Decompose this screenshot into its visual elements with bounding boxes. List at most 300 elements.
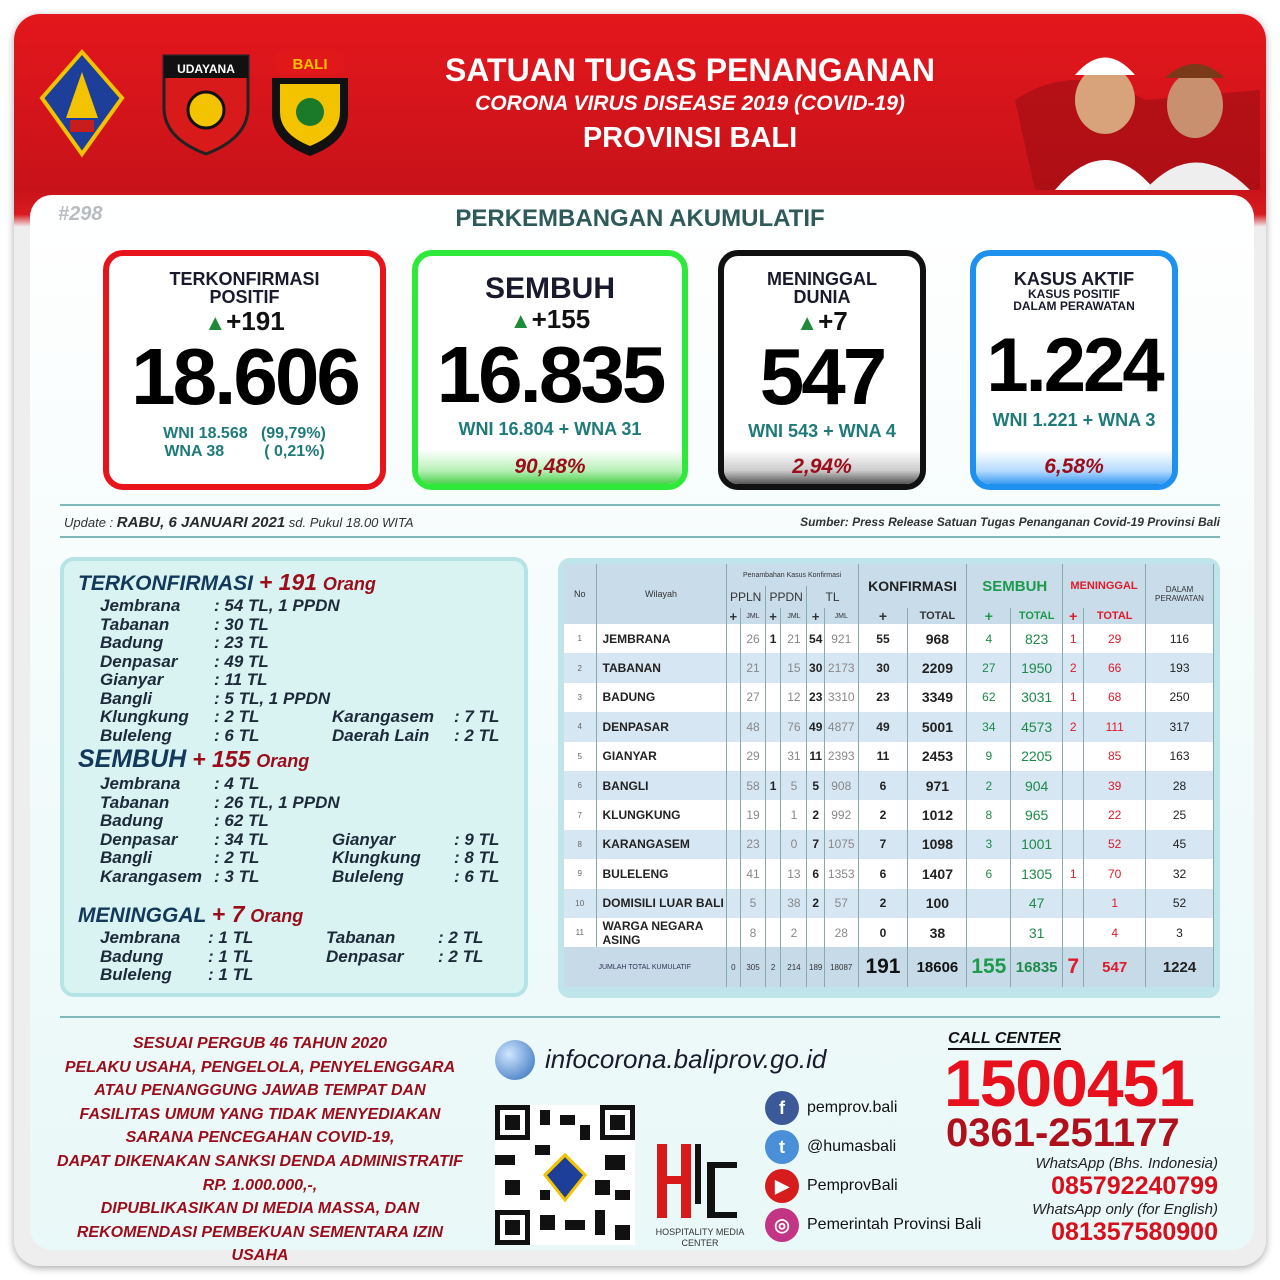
call-center-label: CALL CENTER: [948, 1030, 1061, 1050]
table-cell: 1: [1063, 859, 1084, 888]
table-cell: 39: [1084, 771, 1146, 800]
table-cell: 7: [807, 830, 824, 859]
table-cell: 47: [1011, 889, 1063, 918]
card-value: 547: [759, 332, 885, 421]
warning-line: DAPAT DIKENAKAN SANKSI DENDA ADMINISTRATIF: [57, 1152, 463, 1170]
region-value: : 5 TL, 1 PPDN: [214, 689, 330, 709]
bali-province-logo: [38, 48, 126, 158]
total-cell: 305: [741, 947, 766, 987]
table-cell: 2: [1063, 712, 1084, 741]
whatsapp-english-label: WhatsApp only (for English): [1032, 1201, 1218, 1218]
region-name: Jembrana: [100, 774, 181, 793]
table-row: [564, 624, 1214, 653]
col-ppdn-plus: +: [765, 608, 781, 624]
col-ppln-plus: +: [726, 608, 741, 624]
warning-line: FASILITAS UMUM YANG TIDAK MENYEDIAKAN: [79, 1105, 441, 1123]
table-cell: 70: [1084, 859, 1146, 888]
region-name: Buleleng: [100, 965, 172, 984]
card-title2: POSITIF: [209, 287, 280, 307]
region-name: KLUNGKUNG: [596, 800, 726, 829]
warning-line: RP. 1.000.000,-,: [202, 1176, 318, 1194]
social-label: pemprov.bali: [807, 1099, 898, 1116]
table-cell: 1: [1063, 683, 1084, 712]
card-value: 18.606: [131, 332, 358, 421]
update-label: Update :: [64, 515, 114, 530]
section-unit: Orang: [250, 906, 304, 926]
table-cell: 6: [967, 859, 1011, 888]
table-cell: 4573: [1011, 712, 1063, 741]
table-cell: 111: [1084, 712, 1146, 741]
card-title: TERKONFIRMASI: [169, 269, 320, 289]
section-terkonfirmasi: [78, 569, 518, 744]
total-cell: 0: [726, 947, 741, 987]
region-name: Karangasem: [100, 866, 203, 886]
card-subtitle: KASUS POSITIF: [1027, 287, 1120, 301]
region-value: : 23 TL: [214, 633, 269, 653]
table-cell: [1063, 889, 1084, 918]
table-cell: 27: [967, 653, 1011, 682]
total-cell: 7: [1063, 947, 1084, 987]
bali-text: BALI: [292, 56, 328, 73]
header-title: SATUAN TUGAS PENANGANAN: [444, 52, 936, 88]
up-arrow-icon: ▲: [204, 310, 227, 335]
table-cell: 3: [1146, 918, 1214, 947]
table-row: [564, 683, 1214, 712]
table-cell: [1063, 771, 1084, 800]
table-cell: 2: [564, 653, 596, 682]
social-label: PemprovBali: [807, 1177, 898, 1194]
col-konfirmasi-plus: +: [858, 608, 908, 624]
region-value: : 6 TL: [214, 726, 259, 746]
call-center-number[interactable]: 1500451: [944, 1046, 1194, 1120]
table-cell: 85: [1084, 742, 1146, 771]
region-name: Bangli: [100, 688, 152, 708]
region-name: Gianyar: [332, 829, 396, 849]
section-count: + 191: [258, 569, 318, 595]
region-name: Karangasem: [332, 707, 435, 726]
globe-icon: [495, 1040, 535, 1080]
table-cell: 921: [824, 624, 858, 653]
col-tl-plus: +: [807, 608, 824, 624]
table-cell: 3349: [908, 683, 967, 712]
region-value: : 30 TL: [214, 615, 269, 635]
table-cell: 1: [564, 624, 596, 653]
table-cell: [726, 830, 741, 859]
table-cell: [726, 889, 741, 918]
table-cell: [807, 918, 824, 947]
table-cell: 5: [807, 771, 824, 800]
table-cell: 15: [781, 653, 807, 682]
card-breakdown: WNI 1.221 + WNA 3: [992, 410, 1156, 430]
total-label: JUMLAH TOTAL KUMULATIF: [564, 947, 726, 987]
card-percent: 2,94%: [724, 450, 920, 484]
list-item: [78, 689, 518, 708]
region-name: DENPASAR: [596, 712, 726, 741]
divider: [60, 1016, 1220, 1018]
table-cell: 2: [781, 918, 807, 947]
district-table: [564, 564, 1214, 987]
table-cell: 52: [1084, 830, 1146, 859]
daily-breakdown-panel: [60, 557, 528, 997]
table-cell: 116: [1146, 624, 1214, 653]
region-value: : 1 TL: [208, 947, 253, 967]
region-name: Tabanan: [326, 928, 396, 947]
table-cell: 193: [1146, 653, 1214, 682]
social-label: Pemerintah Provinsi Bali: [807, 1216, 982, 1233]
section-sembuh: [78, 745, 518, 885]
total-row: [564, 947, 1214, 987]
region-value: : 9 TL: [454, 830, 499, 850]
table-cell: 31: [781, 742, 807, 771]
region-name: Jembrana: [100, 928, 181, 947]
list-item: [78, 670, 518, 689]
table-cell: 3031: [1011, 683, 1063, 712]
warning-line: PELAKU USAHA, PENGELOLA, PENYELENGGARA: [64, 1058, 456, 1076]
col-ppdn-jml: JML: [781, 608, 807, 624]
up-arrow-icon: ▲: [509, 308, 532, 333]
table-cell: [765, 830, 781, 859]
card-percent: 90,48%: [418, 450, 682, 484]
warning-line: ATAU PENANGGUNG JAWAB TEMPAT DAN: [94, 1082, 426, 1100]
list-item: [78, 596, 518, 615]
section-unit: Orang: [256, 751, 310, 771]
social-label: @humasbali: [807, 1138, 897, 1155]
whatsapp-indonesia-number[interactable]: 085792240799: [1051, 1172, 1218, 1200]
total-cell: 18606: [908, 947, 967, 987]
region-name: Buleleng: [332, 866, 404, 886]
table-cell: 2: [858, 800, 908, 829]
table-cell: 1: [781, 800, 807, 829]
region-name: Denpasar: [326, 946, 404, 966]
table-cell: 38: [781, 889, 807, 918]
delta-value: +155: [531, 304, 591, 334]
table-cell: 2: [807, 800, 824, 829]
table-cell: [765, 742, 781, 771]
region-value: : 1 TL: [208, 965, 253, 985]
card-value: 1.224: [986, 323, 1162, 408]
table-cell: 55: [858, 624, 908, 653]
table-cell: 1: [765, 771, 781, 800]
update-line: [64, 514, 414, 531]
warning-line: DIPUBLIKASIKAN DI MEDIA MASSA, DAN: [100, 1200, 420, 1218]
region-name: Badung: [100, 946, 164, 966]
region-name: BULELENG: [596, 859, 726, 888]
col-no: No: [564, 564, 596, 624]
table-cell: 34: [967, 712, 1011, 741]
table-cell: 1353: [824, 859, 858, 888]
col-meninggal: MENINGGAL: [1063, 564, 1146, 608]
facebook-icon: f: [765, 1091, 799, 1125]
table-cell: [967, 918, 1011, 947]
table-cell: [726, 653, 741, 682]
table-cell: 2: [858, 889, 908, 918]
table-cell: 76: [781, 712, 807, 741]
region-value: : 11 TL: [214, 670, 268, 690]
section-title: TERKONFIRMASI: [78, 572, 253, 595]
region-name: BANGLI: [596, 771, 726, 800]
card-percent: 6,58%: [976, 450, 1172, 484]
region-name: Denpasar: [100, 829, 178, 849]
table-cell: 58: [741, 771, 766, 800]
table-cell: 908: [824, 771, 858, 800]
twitter-icon: t: [765, 1130, 799, 1164]
table-cell: 100: [908, 889, 967, 918]
table-cell: 5001: [908, 712, 967, 741]
table-cell: 68: [1084, 683, 1146, 712]
region-name: GIANYAR: [596, 742, 726, 771]
table-cell: 45: [1146, 830, 1214, 859]
table-cell: 163: [1146, 742, 1214, 771]
col-sembuh-plus: +: [967, 608, 1011, 624]
table-cell: 23: [858, 683, 908, 712]
table-cell: 11: [858, 742, 908, 771]
table-cell: 66: [1084, 653, 1146, 682]
region-value: : 2 TL: [454, 726, 499, 746]
region-name: KARANGASEM: [596, 830, 726, 859]
list-item: [78, 811, 518, 830]
table-cell: 41: [741, 859, 766, 888]
table-cell: 1001: [1011, 830, 1063, 859]
table-cell: 2: [1063, 653, 1084, 682]
region-name: WARGA NEGARA ASING: [596, 918, 726, 947]
udayana-text: UDAYANA: [177, 62, 235, 76]
hmc-name: HOSPITALITY MEDIA CENTER: [655, 1227, 745, 1248]
table-row: [564, 889, 1214, 918]
region-value: : 54 TL, 1 PPDN: [214, 596, 340, 616]
region-value: : 62 TL: [214, 811, 269, 831]
table-cell: 2393: [824, 742, 858, 771]
card-title: KASUS AKTIF: [1013, 269, 1135, 289]
table-cell: 8: [564, 830, 596, 859]
total-cell: 2: [765, 947, 781, 987]
section-count: + 7: [211, 901, 245, 927]
table-cell: 62: [967, 683, 1011, 712]
card-breakdown: WNI 16.804 + WNA 31: [458, 419, 642, 439]
table-cell: 29: [1084, 624, 1146, 653]
section-title: SEMBUH: [78, 745, 187, 773]
table-cell: 26: [741, 624, 766, 653]
whatsapp-english-number[interactable]: 081357580900: [1051, 1218, 1218, 1246]
table-cell: [765, 712, 781, 741]
total-cell: 214: [781, 947, 807, 987]
table-cell: 57: [824, 889, 858, 918]
region-value: : 1 TL: [208, 928, 253, 948]
source-text: Sumber: Press Release Satuan Tugas Penanganan Covid-19 Provinsi Bali: [800, 515, 1220, 529]
card-breakdown-wni: WNI 18.568 (99,79%): [163, 425, 326, 442]
region-name: Klungkung: [100, 707, 189, 726]
region-name: Tabanan: [100, 792, 170, 812]
table-cell: [1063, 830, 1084, 859]
table-cell: [726, 859, 741, 888]
table-cell: 13: [781, 859, 807, 888]
table-cell: 11: [807, 742, 824, 771]
card-title: SEMBUH: [484, 272, 615, 305]
table-cell: 4: [1084, 918, 1146, 947]
table-cell: 6: [858, 859, 908, 888]
list-item: [78, 965, 518, 984]
region-name: Gianyar: [100, 670, 164, 689]
col-tl-jml: JML: [824, 608, 858, 624]
up-arrow-icon: ▲: [796, 310, 819, 335]
table-cell: 3: [564, 683, 596, 712]
table-cell: 9: [967, 742, 1011, 771]
table-cell: 823: [1011, 624, 1063, 653]
section-heading: [78, 745, 518, 774]
list-item: [78, 633, 518, 652]
table-cell: 971: [908, 771, 967, 800]
table-cell: 5: [741, 889, 766, 918]
table-row: [564, 800, 1214, 829]
region-name: Bangli: [100, 848, 152, 867]
region-name: BADUNG: [596, 683, 726, 712]
table-row: [564, 742, 1214, 771]
list-item: [78, 726, 518, 745]
header-subtitle: CORONA VIRUS DISEASE 2019 (COVID-19): [475, 92, 905, 115]
card-breakdown-wna: WNA 38 ( 0,21%): [164, 443, 325, 460]
table-cell: 6: [858, 771, 908, 800]
region-value: : 2 TL: [214, 848, 259, 868]
table-cell: 2: [967, 771, 1011, 800]
table-cell: 1: [765, 624, 781, 653]
table-cell: 38: [908, 918, 967, 947]
region-value: : 7 TL: [454, 707, 499, 727]
delta-value: +7: [818, 306, 848, 336]
table-row: [564, 859, 1214, 888]
warning-line: SARANA PENCEGAHAN COVID-19,: [125, 1129, 395, 1147]
table-cell: [765, 653, 781, 682]
table-cell: 1950: [1011, 653, 1063, 682]
list-item: [78, 848, 518, 867]
divider: [60, 504, 1220, 506]
police-bali-logo: [266, 48, 354, 158]
region-name: Denpasar: [100, 651, 178, 671]
total-cell: 547: [1084, 947, 1146, 987]
update-time: sd. Pukul 18.00 WITA: [288, 515, 414, 530]
col-sembuh-total: TOTAL: [1011, 608, 1063, 624]
col-konfirmasi-total: TOTAL: [908, 608, 967, 624]
table-cell: 21: [741, 653, 766, 682]
region-name: Klungkung: [332, 848, 421, 867]
table-cell: [726, 800, 741, 829]
table-cell: 1075: [824, 830, 858, 859]
region-name: JEMBRANA: [596, 624, 726, 653]
card-value: 16.835: [436, 330, 664, 419]
card-sembuh: [412, 250, 688, 490]
table-cell: [726, 712, 741, 741]
region-value: : 26 TL, 1 PPDN: [214, 793, 340, 813]
region-name: Badung: [100, 811, 164, 830]
region-name: Jembrana: [100, 596, 181, 615]
col-sembuh: SEMBUH: [967, 564, 1063, 608]
divider: [60, 536, 1220, 538]
region-name: DOMISILI LUAR BALI: [596, 889, 726, 918]
region-value: : 34 TL: [214, 830, 269, 850]
card-meninggal: [718, 250, 926, 490]
table-cell: 1012: [908, 800, 967, 829]
table-cell: 52: [1146, 889, 1214, 918]
table-cell: 992: [824, 800, 858, 829]
list-item: [78, 830, 518, 849]
list-item: [78, 947, 518, 966]
table-cell: 29: [741, 742, 766, 771]
issue-number: #298: [58, 203, 103, 225]
table-cell: 1407: [908, 859, 967, 888]
table-cell: [1063, 800, 1084, 829]
table-row: [564, 771, 1214, 800]
table-cell: 28: [1146, 771, 1214, 800]
col-dalam-perawatan: DALAM PERAWATAN: [1146, 564, 1214, 624]
warning-line: SESUAI PERGUB 46 TAHUN 2020: [133, 1035, 387, 1052]
list-item: [78, 793, 518, 812]
table-cell: [765, 918, 781, 947]
table-row: [564, 653, 1214, 682]
total-cell: 18087: [824, 947, 858, 987]
table-cell: 9: [564, 859, 596, 888]
hmc-logo: [655, 1140, 745, 1246]
col-tl: TL: [807, 586, 858, 608]
table-cell: [765, 800, 781, 829]
table-cell: 8: [967, 800, 1011, 829]
region-value: : 6 TL: [454, 867, 499, 887]
youtube-icon: ▶: [765, 1169, 799, 1203]
section-unit: Orang: [322, 574, 376, 594]
region-value: : 2 TL: [438, 928, 483, 948]
table-cell: 317: [1146, 712, 1214, 741]
table-cell: 7: [564, 800, 596, 829]
region-name: Tabanan: [100, 614, 170, 634]
table-cell: 0: [781, 830, 807, 859]
card-kasus-aktif: [970, 250, 1178, 490]
table-cell: 22: [1084, 800, 1146, 829]
phone-number[interactable]: 0361-251177: [946, 1111, 1180, 1155]
table-cell: [765, 859, 781, 888]
table-cell: 1: [1063, 624, 1084, 653]
table-cell: 1098: [908, 830, 967, 859]
col-ppln-jml: JML: [741, 608, 766, 624]
total-cell: 191: [858, 947, 908, 987]
instagram-icon: ◎: [765, 1208, 799, 1242]
table-cell: 30: [858, 653, 908, 682]
table-cell: 5: [781, 771, 807, 800]
table-cell: 5: [564, 742, 596, 771]
region-value: : 49 TL: [214, 652, 269, 672]
udayana-military-logo: [160, 48, 248, 158]
section-meninggal: [78, 901, 518, 984]
table-cell: 3310: [824, 683, 858, 712]
table-cell: 54: [807, 624, 824, 653]
total-cell: 189: [807, 947, 824, 987]
col-wilayah: Wilayah: [596, 564, 726, 624]
table-cell: 12: [781, 683, 807, 712]
table-cell: 2209: [908, 653, 967, 682]
region-value: : 2 TL: [438, 947, 483, 967]
table-cell: 11: [564, 918, 596, 947]
table-cell: 1: [1084, 889, 1146, 918]
region-value: : 4 TL: [214, 774, 259, 794]
section-heading: [78, 901, 518, 928]
col-ppln: PPLN: [726, 586, 765, 608]
card-title2: DUNIA: [793, 287, 851, 307]
table-cell: 2205: [1011, 742, 1063, 771]
table-cell: [726, 918, 741, 947]
table-cell: [1063, 742, 1084, 771]
warning-line: REKOMENDASI PEMBEKUAN SEMENTARA IZIN USAHA: [76, 1223, 444, 1265]
region-name: Daerah Lain: [332, 725, 430, 745]
website-link[interactable]: infocorona.baliprov.go.id: [545, 1044, 827, 1074]
table-cell: 4877: [824, 712, 858, 741]
table-cell: 968: [908, 624, 967, 653]
table-cell: 250: [1146, 683, 1214, 712]
